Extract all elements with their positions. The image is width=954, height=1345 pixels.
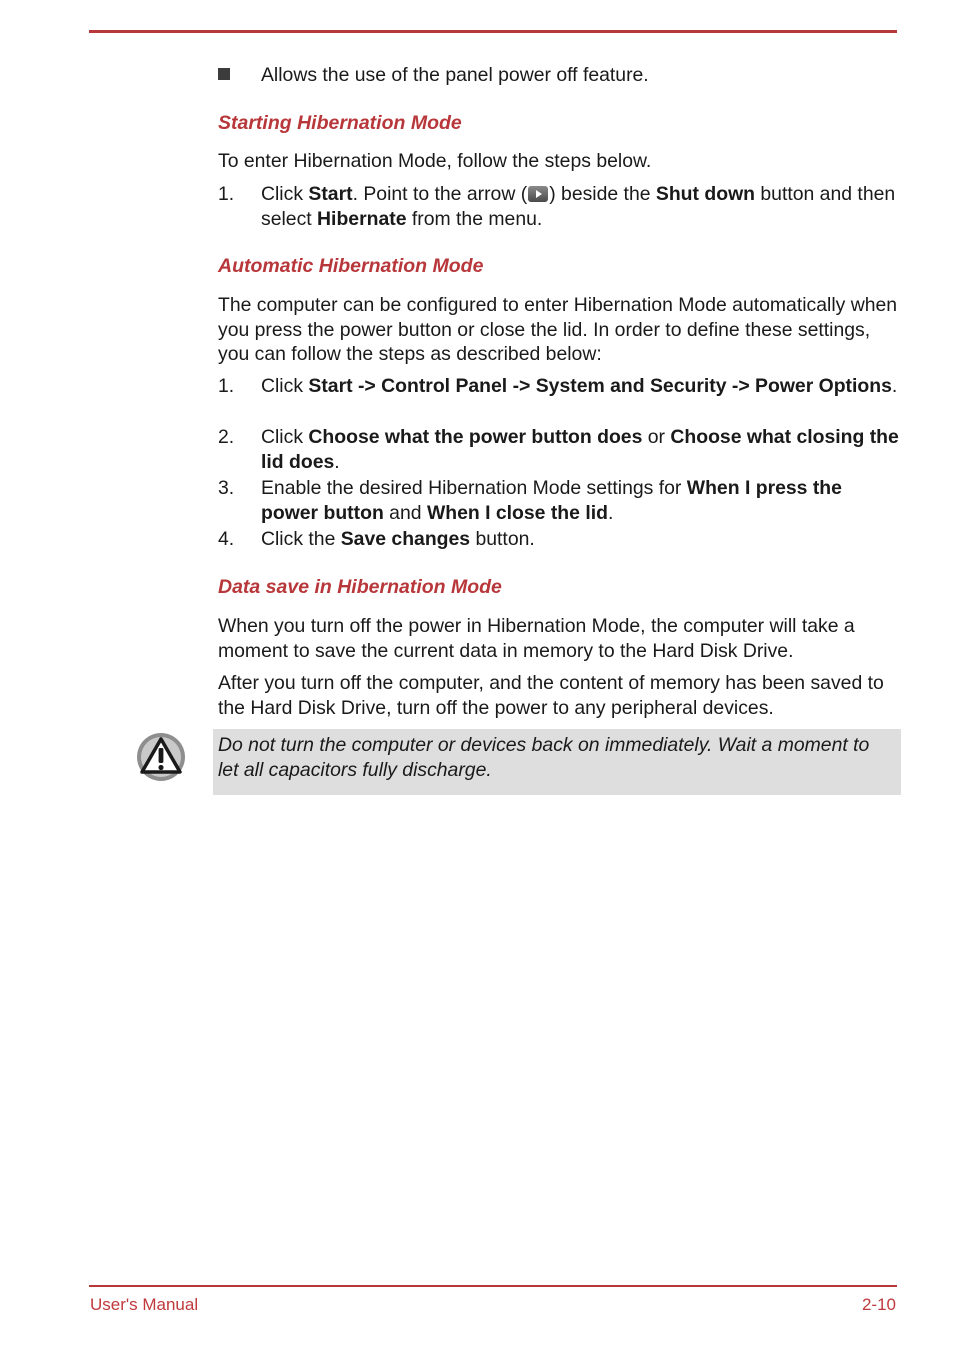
bullet-text: Allows the use of the panel power off feature.: [261, 64, 649, 86]
step-number: 3.: [218, 477, 235, 499]
header-rule: [89, 30, 897, 33]
step-text: Click Choose what the power button does or Choose what closing the lid does.: [261, 426, 899, 473]
section-heading-automatic: Automatic Hibernation Mode: [218, 255, 484, 277]
step-text: Click Start. Point to the arrow ( ) beside the Shut down button and then select Hibernate from the menu.: [261, 183, 896, 230]
step-number: 1.: [218, 375, 235, 397]
page-number: 2-10: [861, 1295, 896, 1314]
step-text: Click the Save changes button.: [261, 528, 535, 550]
note-text: Do not turn the computer or devices back on immediately. Wait a moment to let all capacitors fully discharge.: [218, 734, 870, 781]
step-number: 2.: [218, 426, 235, 448]
section-heading-datasave: Data save in Hibernation Mode: [218, 576, 502, 598]
paragraph-datasave-2: After you turn off the computer, and the content of memory has been saved to the Hard Disk Drive, turn off the power to any peripheral devices.: [218, 672, 884, 719]
step-text: Enable the desired Hibernation Mode settings for When I press the power button and When I close the lid.: [261, 477, 842, 524]
paragraph-datasave-1: When you turn off the power in Hibernation Mode, the computer will take a moment to save the current data in memory to the Hard Disk Drive.: [218, 615, 855, 662]
step-number: 4.: [218, 528, 235, 550]
paragraph-starting-intro: To enter Hibernation Mode, follow the steps below.: [218, 150, 652, 172]
arrow-icon: [528, 186, 548, 202]
warning-icon: [136, 732, 186, 782]
step-number: 1.: [218, 183, 235, 205]
step-text: Click Start -> Control Panel -> System and Security -> Power Options.: [261, 375, 898, 397]
section-heading-starting: Starting Hibernation Mode: [218, 112, 462, 134]
footer-rule: [89, 1285, 897, 1287]
paragraph-automatic-intro: The computer can be configured to enter Hibernation Mode automatically when you press the power button or close the lid. In order to define these settings, you can follow the steps as described below:: [218, 294, 898, 365]
footer-manual-title: User's Manual: [90, 1295, 199, 1314]
bullet-square: [218, 68, 230, 80]
